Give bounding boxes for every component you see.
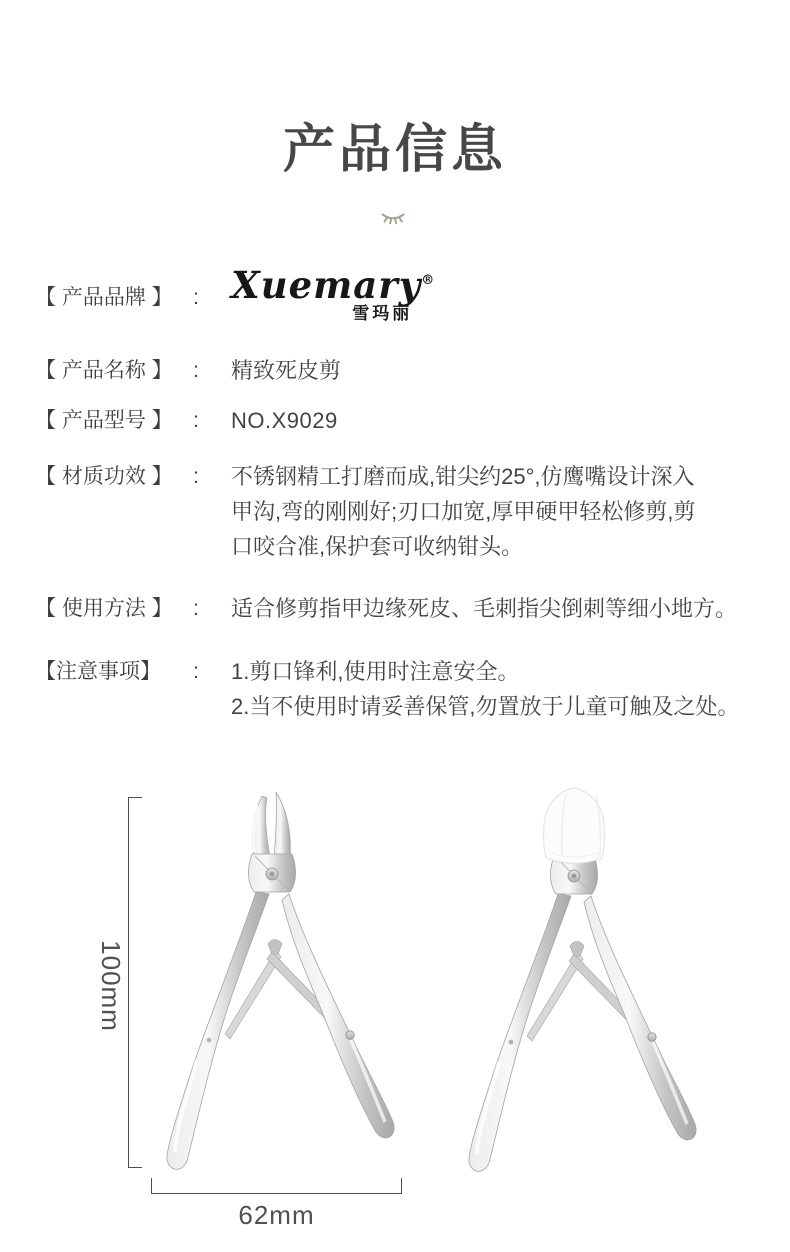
product-model-value: NO.X9029 [231,408,338,433]
height-dimension-cap-top [128,797,142,798]
height-dimension-label: 100mm [96,940,126,1032]
row-colon: : [193,660,199,683]
protective-cap [544,788,605,863]
width-dimension-label: 62mm [238,1200,315,1230]
row-label: 【 产品型号 】 [35,409,173,432]
info-row-brand [35,262,772,329]
usage-method-text: 适合修剪指甲边缘死皮、毛刺指尖倒刺等细小地方。 [231,596,738,621]
row-label: 【 使用方法 】 [35,597,173,620]
row-colon: : [193,465,199,488]
text-line: 2.当不使用时请妥善保管,勿置放于儿童可触及之处。 [231,694,740,719]
material-effect-text [231,459,772,564]
closed-eye-lashes-icon [380,210,406,226]
info-row-name [35,353,772,388]
page-title: 产品信息 [282,121,507,179]
brand-logo [231,262,772,329]
info-row-material [35,459,772,564]
width-dimension-line [151,1193,402,1194]
row-colon: : [193,286,199,309]
product-name-value: 精致死皮剪 [231,358,342,383]
row-colon: : [193,409,199,432]
cuticle-nipper-open [167,792,394,1169]
registered-trademark-icon: ® [421,273,435,288]
xuemary-logo [231,260,434,323]
row-label: 【 产品品牌 】 [35,286,173,309]
height-dimension-cap-bottom [128,1167,142,1168]
row-colon: : [193,359,199,382]
text-line: 1.剪口锋利,使用时注意安全。 [231,659,520,684]
logo-script-name: Xuemary [231,263,422,307]
row-colon: : [193,597,199,620]
product-photos [145,786,775,1188]
width-dimension-cap-left [151,1178,152,1194]
width-dimension-cap-right [401,1178,402,1194]
info-row-model [35,403,772,438]
logo-chinese-name: 雪玛丽 [352,304,413,323]
text-line: 甲沟,弯的刚刚好;刃口加宽,厚甲硬甲轻松修剪,剪 [231,499,696,524]
info-row-usage [35,591,772,626]
text-line: 不锈钢精工打磨而成,钳尖约25°,仿鹰嘴设计深入 [231,464,695,489]
row-label: 【 材质功效 】 [35,465,173,488]
height-dimension-line [128,797,129,1168]
notice-text [231,654,772,724]
info-row-notice [35,654,772,724]
cuticle-nipper-with-protective-cap [469,788,696,1171]
text-line: 口咬合准,保护套可收纳钳头。 [231,534,524,559]
row-label: 【注意事项】 [35,660,161,683]
row-label: 【 产品名称 】 [35,359,173,382]
